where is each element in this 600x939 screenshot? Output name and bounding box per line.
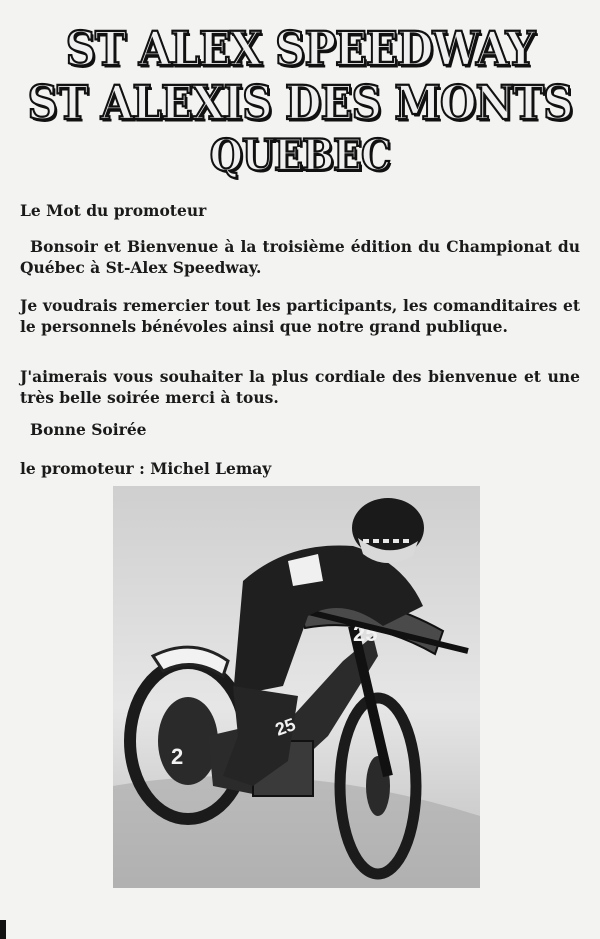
title-line-3: QUEBEC — [209, 129, 391, 180]
svg-text:25: 25 — [272, 714, 299, 740]
svg-text:25: 25 — [353, 621, 378, 646]
svg-text:2: 2 — [171, 744, 184, 769]
letter-closing: Bonne Soirée — [30, 420, 147, 439]
letter-signature: le promoteur : Michel Lemay — [20, 459, 272, 478]
letter-paragraph-2: Je voudrais remercier tout les participants, les comanditaires et le personnels bénévoles ainsi que notre grand publique. — [20, 296, 580, 336]
letter-paragraph-1: Bonsoir et Bienvenue à la troisième édition du Championat du Québec à St-Alex Speedway. — [20, 237, 580, 277]
title-line-2: ST ALEXIS DES MONTS — [27, 75, 573, 131]
letter-paragraph-3: J'aimerais vous souhaiter la plus cordiale des bienvenue et une très belle soirée merci à tous. — [20, 367, 580, 407]
page-edge-mark — [0, 920, 6, 939]
rider-illustration — [113, 486, 480, 888]
letter-heading: Le Mot du promoteur — [20, 201, 207, 220]
title-line-1: ST ALEX SPEEDWAY — [65, 21, 535, 77]
speedway-rider-photo — [113, 486, 480, 888]
